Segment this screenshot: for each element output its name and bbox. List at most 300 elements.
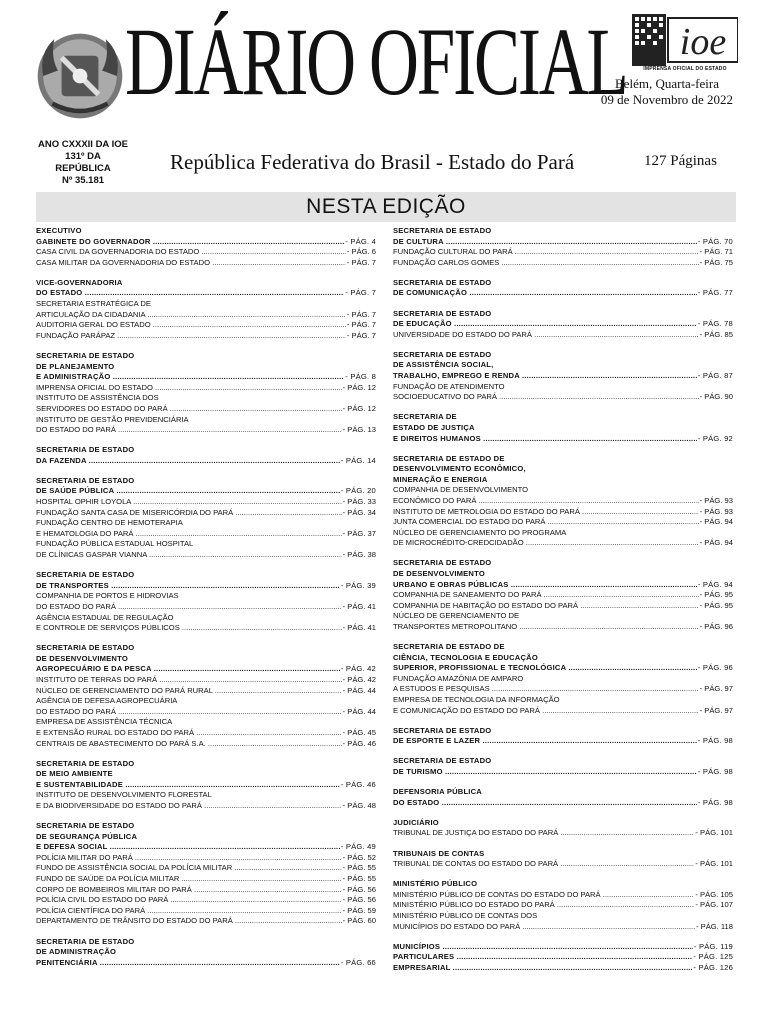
toc-entry-label: E DIREITOS HUMANOS ..... bbox=[393, 434, 733, 443]
toc-page-number: - PÁG. 7 bbox=[346, 320, 376, 330]
toc-page-number: - PÁG. 20 bbox=[340, 486, 376, 496]
toc-entry[interactable] bbox=[36, 320, 376, 331]
toc-entry[interactable] bbox=[36, 707, 376, 718]
toc-page-number: - PÁG. 6 bbox=[346, 247, 376, 257]
toc-entry-label: DEPARTAMENTO DE TRÂNSITO DO ESTADO DO PARÁ ..... bbox=[36, 916, 376, 925]
toc-heading bbox=[36, 351, 376, 362]
toc-entry-label: DE DESENVOLVIMENTO bbox=[36, 653, 128, 663]
toc-heading bbox=[393, 226, 733, 237]
toc-page-number: - PÁG. 118 bbox=[695, 921, 733, 931]
toc-entry-label: DE SEGURANÇA PÚBLICA bbox=[36, 831, 138, 841]
toc-entry-label: INSTITUTO DE DESENVOLVIMENTO FLORESTAL bbox=[36, 790, 212, 800]
toc-entry-label: SECRETARIA DE ESTADO bbox=[393, 756, 492, 766]
toc-entry[interactable] bbox=[36, 237, 376, 248]
toc-page-number: - PÁG. 96 bbox=[699, 622, 733, 631]
toc-entry-label: E HEMATOLOGIA DO PARÁ ..... bbox=[36, 529, 376, 538]
toc-text-line bbox=[393, 485, 733, 496]
toc-entry-label: DO ESTADO ..... bbox=[393, 798, 733, 807]
toc-entry[interactable] bbox=[36, 486, 376, 497]
toc-entry[interactable] bbox=[393, 258, 733, 269]
toc-entry[interactable] bbox=[36, 916, 376, 927]
toc-text-line bbox=[36, 393, 376, 404]
toc-entry-label: SOCIOEDUCATIVO DO PARÁ ..... bbox=[393, 392, 733, 401]
toc-entry-label: DE SAÚDE PÚBLICA ..... bbox=[36, 486, 376, 495]
toc-entry[interactable] bbox=[393, 663, 733, 674]
toc-entry-label: NÚCLEO DE GERENCIAMENTO DO PROGRAMA bbox=[393, 527, 567, 537]
toc-entry-label: SECRETARIA DE ESTADO bbox=[393, 226, 492, 235]
toc-entry[interactable] bbox=[393, 496, 733, 507]
toc-section bbox=[393, 879, 733, 932]
toc-entry-label: SECRETARIA DE ESTADO bbox=[36, 643, 135, 653]
toc-page-number: - PÁG. 66 bbox=[340, 957, 376, 967]
toc-section bbox=[36, 351, 376, 436]
toc-text-line bbox=[393, 695, 733, 706]
toc-page-number: - PÁG. 4 bbox=[345, 236, 376, 246]
toc-entry[interactable] bbox=[36, 383, 376, 394]
toc-page-number: - PÁG. 33 bbox=[342, 497, 376, 507]
toc-heading bbox=[393, 350, 733, 361]
toc-entry-label: SECRETARIA DE ESTADO bbox=[393, 308, 492, 318]
toc-page-number: - PÁG. 49 bbox=[340, 842, 376, 852]
issue-republic: 131º DA REPÚBLICA bbox=[55, 151, 111, 174]
toc-heading bbox=[393, 642, 733, 653]
toc-page-number: - PÁG. 8 bbox=[345, 372, 376, 382]
toc-entry[interactable] bbox=[393, 798, 733, 809]
toc-heading bbox=[36, 654, 376, 665]
toc-entry[interactable] bbox=[36, 853, 376, 864]
toc-entry-label: ARTICULAÇÃO DA CIDADANIA ..... bbox=[36, 310, 376, 319]
toc-entry-label: JUDICIÁRIO bbox=[393, 817, 439, 827]
toc-entry-label: EXECUTIVO bbox=[36, 226, 82, 235]
toc-entry-label: SECRETARIA DE bbox=[393, 412, 457, 422]
toc-page-number: - PÁG. 94 bbox=[699, 517, 733, 527]
toc-entry-label: DE CULTURA ..... bbox=[393, 237, 733, 246]
toc-entry-label: CIÊNCIA, TECNOLOGIA E EDUCAÇÃO bbox=[393, 652, 538, 662]
toc-section bbox=[393, 787, 733, 808]
toc-entry-label: MUNICÍPIOS DO ESTADO DO PARÁ ..... bbox=[393, 922, 733, 931]
toc-entry[interactable] bbox=[36, 874, 376, 885]
issue-year: ANO CXXXII DA IOE bbox=[38, 139, 128, 150]
toc-entry[interactable] bbox=[393, 952, 733, 963]
toc-entry-label: TRABALHO, EMPREGO E RENDA ..... bbox=[393, 371, 733, 380]
toc-entry-label: FUNDO DE ASSISTÊNCIA SOCIAL DA POLÍCIA MILITAR ..... bbox=[36, 863, 376, 872]
toc-entry-label: CORPO DE BOMBEIROS MILITAR DO PARÁ ..... bbox=[36, 885, 376, 894]
toc-entry-label: SECRETARIA DE ESTADO bbox=[36, 570, 135, 580]
toc-entry[interactable] bbox=[393, 247, 733, 258]
toc-entry[interactable] bbox=[36, 581, 376, 592]
toc-section bbox=[393, 278, 733, 299]
toc-page-number: - PÁG. 59 bbox=[342, 905, 376, 915]
toc-entry-label: AUDITORIA GERAL DO ESTADO ..... bbox=[36, 320, 376, 329]
toc-entry-label: GABINETE DO GOVERNADOR ..... bbox=[36, 237, 376, 246]
toc-entry-label: FUNDAÇÃO PARÁPAZ ..... bbox=[36, 331, 376, 340]
toc-page-number: - PÁG. 42 bbox=[342, 674, 376, 684]
toc-entry-label: POLÍCIA CIVIL DO ESTADO DO PARÁ ..... bbox=[36, 895, 376, 904]
toc-page-number: - PÁG. 96 bbox=[697, 663, 733, 673]
toc-section bbox=[36, 570, 376, 634]
toc-entry[interactable] bbox=[36, 529, 376, 540]
toc-page-number: - PÁG. 126 bbox=[693, 962, 733, 972]
toc-entry[interactable] bbox=[36, 906, 376, 917]
toc-entry[interactable] bbox=[36, 288, 376, 299]
toc-entry-label: TRIBUNAIS DE CONTAS bbox=[393, 848, 485, 858]
toc-entry-label: DEFENSORIA PÚBLICA bbox=[393, 787, 482, 797]
toc-heading bbox=[393, 475, 733, 486]
toc-entry[interactable] bbox=[36, 602, 376, 613]
toc-heading bbox=[393, 787, 733, 798]
toc-heading bbox=[393, 278, 733, 289]
toc-entry-label: COMPANHIA DE DESENVOLVIMENTO bbox=[393, 485, 529, 495]
toc-page-number: - PÁG. 52 bbox=[342, 852, 376, 862]
toc-entry-label: FUNDAÇÃO CULTURAL DO PARÁ ..... bbox=[393, 247, 733, 256]
toc-heading bbox=[36, 759, 376, 770]
toc-entry[interactable] bbox=[36, 895, 376, 906]
toc-text-line bbox=[393, 911, 733, 922]
toc-text-line bbox=[36, 613, 376, 624]
toc-entry[interactable] bbox=[36, 863, 376, 874]
toc-entry-label: POLÍCIA MILITAR DO PARÁ ..... bbox=[36, 853, 376, 862]
toc-entry-label: CASA MILITAR DA GOVERNADORIA DO ESTADO ..... bbox=[36, 258, 376, 267]
toc-page-number: - PÁG. 12 bbox=[342, 403, 376, 413]
toc-entry-label: SECRETARIA DE ESTADO bbox=[36, 758, 135, 768]
toc-page-number: - PÁG. 101 bbox=[695, 859, 733, 869]
toc-entry[interactable] bbox=[36, 885, 376, 896]
toc-entry-label: INSTITUTO DE METROLOGIA DO ESTADO DO PARÁ ..... bbox=[393, 507, 733, 516]
toc-entry[interactable] bbox=[393, 963, 733, 974]
toc-entry[interactable] bbox=[36, 958, 376, 969]
toc-heading bbox=[36, 226, 376, 237]
toc-heading bbox=[393, 360, 733, 371]
toc-heading bbox=[393, 412, 733, 423]
toc-heading bbox=[393, 464, 733, 475]
toc-entry-label: E SUSTENTABILIDADE ..... bbox=[36, 780, 376, 789]
toc-entry-label: FUNDAÇÃO DE ATENDIMENTO bbox=[393, 381, 505, 391]
toc-entry[interactable] bbox=[36, 739, 376, 750]
toc-page-number: - PÁG. 56 bbox=[342, 884, 376, 894]
toc-entry[interactable] bbox=[393, 517, 733, 528]
toc-entry-label: SECRETARIA DE ESTADO bbox=[393, 277, 492, 287]
toc-section bbox=[393, 849, 733, 870]
toc-page-number: - PÁG. 7 bbox=[346, 330, 376, 340]
toc-entry-label: AGROPECUÁRIO E DA PESCA ..... bbox=[36, 664, 376, 673]
toc-page-number: - PÁG. 95 bbox=[699, 600, 733, 610]
toc-section bbox=[36, 278, 376, 342]
toc-entry-label: IMPRENSA OFICIAL DO ESTADO ..... bbox=[36, 383, 376, 392]
toc-entry[interactable] bbox=[393, 237, 733, 248]
toc-entry-label: SECRETARIA ESTRATÉGICA DE bbox=[36, 299, 151, 309]
date-line: 09 de Novembro de 2022 bbox=[600, 92, 734, 107]
toc-entry[interactable] bbox=[393, 622, 733, 633]
toc-entry[interactable] bbox=[393, 319, 733, 330]
toc-text-line bbox=[36, 518, 376, 529]
toc-page-number: - PÁG. 7 bbox=[346, 309, 376, 319]
toc-entry-label: CENTRAIS DE ABASTECIMENTO DO PARÁ S.A. ..... bbox=[36, 739, 376, 748]
toc-entry-label: MINERAÇÃO E ENERGIA bbox=[393, 474, 488, 484]
toc-page-number: - PÁG. 55 bbox=[342, 863, 376, 873]
toc-entry-label: PENITENCIÁRIA ..... bbox=[36, 958, 376, 967]
toc-page-number: - PÁG. 46 bbox=[342, 738, 376, 748]
toc-entry[interactable] bbox=[393, 900, 733, 911]
toc-entry[interactable] bbox=[393, 330, 733, 341]
toc-entry-label: E EXTENSÃO RURAL DO ESTADO DO PARÁ ..... bbox=[36, 728, 376, 737]
toc-heading bbox=[393, 879, 733, 890]
toc-section bbox=[393, 642, 733, 716]
toc-page-number: - PÁG. 34 bbox=[342, 507, 376, 517]
toc-entry[interactable] bbox=[36, 425, 376, 436]
toc-section bbox=[393, 756, 733, 777]
toc-page-number: - PÁG. 55 bbox=[342, 874, 376, 884]
toc-text-line bbox=[393, 528, 733, 539]
ioe-logo bbox=[632, 14, 738, 66]
toc-entry-label: SECRETARIA DE ESTADO bbox=[393, 349, 492, 359]
toc-text-line bbox=[36, 717, 376, 728]
toc-entry-label: MINISTÉRIO PÚBLICO bbox=[393, 879, 478, 889]
toc-text-line bbox=[36, 790, 376, 801]
toc-entry-label: INSTITUTO DE ASSISTÊNCIA DOS bbox=[36, 393, 159, 403]
toc-entry[interactable] bbox=[36, 258, 376, 269]
toc-entry[interactable] bbox=[36, 842, 376, 853]
toc-page-number: - PÁG. 75 bbox=[699, 257, 733, 267]
toc-entry[interactable] bbox=[393, 590, 733, 601]
toc-page-number: - PÁG. 93 bbox=[699, 506, 733, 516]
toc-entry-label: DE MEIO AMBIENTE bbox=[36, 769, 113, 779]
toc-entry-label: DE DESENVOLVIMENTO bbox=[393, 569, 485, 579]
toc-page-number: - PÁG. 85 bbox=[699, 329, 733, 339]
toc-heading bbox=[393, 309, 733, 320]
toc-section bbox=[393, 558, 733, 632]
toc-entry-label: E CONTROLE DE SERVIÇOS PÚBLICOS ..... bbox=[36, 623, 376, 632]
toc-section bbox=[36, 821, 376, 927]
toc-entry[interactable] bbox=[393, 922, 733, 933]
toc-section bbox=[393, 309, 733, 341]
toc-entry-label: POLÍCIA CIENTÍFICA DO PARÁ ..... bbox=[36, 906, 376, 915]
toc-entry[interactable] bbox=[36, 508, 376, 519]
toc-entry-label: E DA BIODIVERSIDADE DO ESTADO DO PARÁ ..... bbox=[36, 801, 376, 810]
toc-section bbox=[393, 726, 733, 747]
toc-entry-label: MUNICÍPIOS ..... bbox=[393, 942, 733, 951]
toc-entry[interactable] bbox=[393, 706, 733, 717]
toc-entry-label: E COMUNICAÇÃO DO ESTADO DO PARÁ ..... bbox=[393, 706, 733, 715]
toc-section bbox=[393, 818, 733, 839]
toc-section bbox=[36, 759, 376, 812]
toc-page-number: - PÁG. 46 bbox=[340, 779, 376, 789]
toc-page-number: - PÁG. 39 bbox=[340, 580, 376, 590]
toc-entry[interactable] bbox=[393, 392, 733, 403]
toc-entry-label: JUNTA COMERCIAL DO ESTADO DO PARÁ ..... bbox=[393, 517, 733, 526]
toc-section bbox=[393, 942, 733, 974]
toc-page-number: - PÁG. 94 bbox=[699, 538, 733, 548]
toc-entry-label: SECRETARIA DE ESTADO bbox=[36, 936, 135, 946]
toc-section bbox=[393, 226, 733, 268]
toc-entry[interactable] bbox=[36, 623, 376, 634]
toc-entry[interactable] bbox=[393, 434, 733, 445]
toc-entry[interactable] bbox=[393, 371, 733, 382]
toc-entry[interactable] bbox=[36, 675, 376, 686]
ioe-logo-text: ioe bbox=[679, 21, 727, 63]
section-banner-title: NESTA EDIÇÃO bbox=[306, 195, 466, 218]
toc-text-line bbox=[36, 696, 376, 707]
toc-page-number: - PÁG. 93 bbox=[699, 495, 733, 505]
toc-entry-label: NÚCLEO DE GERENCIAMENTO DE bbox=[393, 611, 520, 621]
toc-text-line bbox=[36, 299, 376, 310]
toc-entry-label: DE MICROCRÉDITO-CREDCIDADÃO ..... bbox=[393, 538, 733, 547]
toc-entry[interactable] bbox=[393, 828, 733, 839]
toc-entry-label: DA FAZENDA ..... bbox=[36, 456, 376, 465]
toc-page-number: - PÁG. 98 bbox=[697, 797, 733, 807]
toc-entry[interactable] bbox=[36, 456, 376, 467]
toc-entry-label: DE PLANEJAMENTO bbox=[36, 361, 115, 371]
toc-entry[interactable] bbox=[36, 780, 376, 791]
toc-entry[interactable] bbox=[393, 859, 733, 870]
toc-entry-label: SECRETARIA DE ESTADO bbox=[393, 725, 492, 735]
toc-heading bbox=[393, 569, 733, 580]
toc-entry-label: COMPANHIA DE PORTOS E HIDROVIAS bbox=[36, 591, 179, 601]
issue-info bbox=[38, 139, 128, 187]
toc-entry-label: SECRETARIA DE ESTADO bbox=[36, 475, 135, 485]
toc-page-number: - PÁG. 44 bbox=[342, 685, 376, 695]
toc-page-number: - PÁG. 37 bbox=[342, 528, 376, 538]
toc-entry-label: INSTITUTO DE GESTÃO PREVIDENCIÁRIA bbox=[36, 414, 189, 424]
toc-entry-label: SECRETARIA DE ESTADO bbox=[393, 558, 492, 568]
toc-page-number: - PÁG. 101 bbox=[695, 828, 733, 838]
toc-entry-label: FUNDO DE SAÚDE DA POLÍCIA MILITAR ..... bbox=[36, 874, 376, 883]
toc-page-number: - PÁG. 90 bbox=[699, 392, 733, 402]
toc-entry-label: E DEFESA SOCIAL ..... bbox=[36, 842, 376, 851]
toc-page-number: - PÁG. 45 bbox=[342, 727, 376, 737]
toc-section bbox=[393, 412, 733, 444]
toc-entry-label: SECRETARIA DE ESTADO DE bbox=[393, 453, 505, 463]
toc-heading bbox=[393, 756, 733, 767]
toc-entry-label: DE CLÍNICAS GASPAR VIANNA ..... bbox=[36, 550, 376, 559]
toc-entry-label: FUNDAÇÃO AMAZÔNIA DE AMPARO bbox=[393, 673, 524, 683]
toc-page-number: - PÁG. 92 bbox=[697, 433, 733, 443]
publication-date bbox=[596, 76, 738, 108]
toc-entry-label: FUNDAÇÃO SANTA CASA DE MISERICÓRDIA DO PARÁ ..... bbox=[36, 508, 376, 517]
toc-heading bbox=[393, 558, 733, 569]
toc-entry-label: AGÊNCIA ESTADUAL DE REGULAÇÃO bbox=[36, 612, 174, 622]
toc-entry[interactable] bbox=[36, 497, 376, 508]
toc-entry[interactable] bbox=[36, 801, 376, 812]
toc-heading bbox=[393, 454, 733, 465]
toc-page-number: - PÁG. 98 bbox=[697, 767, 733, 777]
toc-page-number: - PÁG. 70 bbox=[697, 236, 733, 246]
toc-section bbox=[36, 226, 376, 268]
masthead-subtitle: República Federativa do Brasil - Estado do Pará bbox=[170, 150, 575, 174]
toc-page-number: - PÁG. 78 bbox=[697, 319, 733, 329]
toc-entry[interactable] bbox=[393, 684, 733, 695]
toc-entry-label: EMPRESA DE ASSISTÊNCIA TÉCNICA bbox=[36, 717, 173, 727]
toc-entry[interactable] bbox=[393, 736, 733, 747]
toc-entry-label: AGÊNCIA DE DEFESA AGROPECUÁRIA bbox=[36, 696, 178, 706]
toc-page-number: - PÁG. 105 bbox=[695, 889, 733, 899]
toc-entry[interactable] bbox=[36, 664, 376, 675]
toc-page-number: - PÁG. 119 bbox=[693, 941, 733, 951]
toc-entry[interactable] bbox=[36, 686, 376, 697]
toc-entry-label: VICE-GOVERNADORIA bbox=[36, 277, 123, 287]
toc-page-number: - PÁG. 56 bbox=[342, 895, 376, 905]
toc-entry-label: SERVIDORES DO ESTADO DO PARÁ ..... bbox=[36, 404, 376, 413]
toc-heading bbox=[36, 643, 376, 654]
toc-entry-label: INSTITUTO DE TERRAS DO PARÁ ..... bbox=[36, 675, 376, 684]
toc-heading bbox=[393, 653, 733, 664]
toc-entry-label: FUNDAÇÃO PÚBLICA ESTADUAL HOSPITAL bbox=[36, 539, 194, 549]
toc-entry-label: EMPRESA DE TECNOLOGIA DA INFORMAÇÃO bbox=[393, 695, 560, 705]
toc-entry[interactable] bbox=[36, 728, 376, 739]
toc-heading bbox=[393, 423, 733, 434]
toc-entry[interactable] bbox=[36, 247, 376, 258]
toc-heading bbox=[36, 937, 376, 948]
toc-page-number: - PÁG. 38 bbox=[342, 550, 376, 560]
toc-entry[interactable] bbox=[393, 538, 733, 549]
toc-page-number: - PÁG. 14 bbox=[340, 455, 376, 465]
toc-entry-label: FUNDAÇÃO CARLOS GOMES ..... bbox=[393, 258, 733, 267]
toc-page-number: - PÁG. 97 bbox=[699, 684, 733, 694]
newspaper-title: DIÁRIO OFICIAL bbox=[125, 8, 627, 115]
ioe-logo-caption: IMPRENSA OFICIAL DO ESTADO bbox=[643, 66, 727, 72]
toc-page-number: - PÁG. 44 bbox=[342, 706, 376, 716]
toc-entry[interactable] bbox=[393, 767, 733, 778]
toc-entry-label: DE TRANSPORTES ..... bbox=[36, 581, 376, 590]
toc-section bbox=[36, 445, 376, 466]
toc-entry[interactable] bbox=[393, 890, 733, 901]
toc-section bbox=[36, 937, 376, 969]
page-count: 127 Páginas bbox=[644, 153, 717, 169]
toc-entry-label: DO ESTADO DO PARÁ ..... bbox=[36, 707, 376, 716]
toc-entry-label: UNIVERSIDADE DO ESTADO DO PARÁ ..... bbox=[393, 330, 733, 339]
toc-entry-label: SECRETARIA DE ESTADO bbox=[36, 445, 135, 455]
toc-text-line bbox=[393, 382, 733, 393]
toc-heading bbox=[36, 445, 376, 456]
toc-entry-label: SECRETARIA DE ESTADO bbox=[36, 821, 135, 831]
toc-heading bbox=[393, 726, 733, 737]
toc-entry-label: TRANSPORTES METROPOLITANO ..... bbox=[393, 622, 733, 631]
toc-entry[interactable] bbox=[393, 507, 733, 518]
toc-heading bbox=[393, 818, 733, 829]
toc-page-number: - PÁG. 41 bbox=[342, 623, 376, 633]
toc-entry[interactable] bbox=[36, 550, 376, 561]
toc-entry-label: TRIBUNAL DE CONTAS DO ESTADO DO PARÁ ..... bbox=[393, 859, 733, 868]
masthead bbox=[0, 0, 770, 190]
toc-text-line bbox=[393, 611, 733, 622]
toc-heading bbox=[36, 476, 376, 487]
toc-entry[interactable] bbox=[393, 601, 733, 612]
toc-page-number: - PÁG. 125 bbox=[693, 952, 733, 962]
toc-left-column bbox=[36, 226, 376, 978]
toc-entry-label: ESTADO DE JUSTIÇA bbox=[393, 422, 475, 432]
toc-entry[interactable] bbox=[36, 404, 376, 415]
state-coat-of-arms-icon bbox=[34, 30, 126, 122]
toc-page-number: - PÁG. 7 bbox=[345, 288, 376, 298]
toc-page-number: - PÁG. 42 bbox=[340, 664, 376, 674]
toc-heading bbox=[36, 362, 376, 373]
toc-entry-label: HOSPITAL OPHIR LOYOLA ..... bbox=[36, 497, 376, 506]
toc-right-column bbox=[393, 226, 733, 983]
toc-entry-label: ECONÔMICO DO PARÁ ..... bbox=[393, 496, 733, 505]
toc-page-number: - PÁG. 94 bbox=[697, 579, 733, 589]
toc-entry-label: SECRETARIA DE ESTADO bbox=[36, 350, 135, 360]
toc-entry[interactable] bbox=[393, 288, 733, 299]
toc-entry[interactable] bbox=[36, 331, 376, 342]
toc-entry[interactable] bbox=[36, 310, 376, 321]
toc-entry-label: DE ASSISTÊNCIA SOCIAL, bbox=[393, 360, 494, 370]
toc-entry[interactable] bbox=[393, 580, 733, 591]
toc-page-number: - PÁG. 41 bbox=[342, 601, 376, 611]
toc-heading bbox=[36, 947, 376, 958]
toc-entry[interactable] bbox=[393, 942, 733, 953]
toc-entry[interactable] bbox=[36, 372, 376, 383]
toc-section bbox=[36, 476, 376, 561]
toc-page-number: - PÁG. 13 bbox=[342, 425, 376, 435]
